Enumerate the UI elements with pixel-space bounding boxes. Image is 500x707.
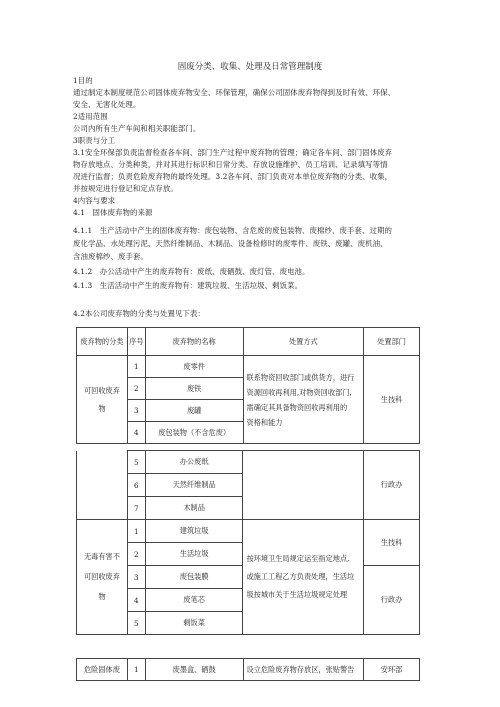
name-cell: 办公废纸: [145, 451, 243, 474]
index-cell: 3: [127, 566, 145, 589]
section-4-heading: 4内容与要求: [73, 196, 116, 205]
category-cell-empty: [77, 451, 128, 520]
category-cell: 危险固体废: [77, 659, 128, 681]
section-4-1-1-line: 4.1.1 生产活动中产生的固体废弃物：废包装物、含危废的废包装物、废棉纱、废手套、过期的: [73, 226, 392, 235]
name-cell: 剩饭菜: [145, 612, 243, 635]
index-cell: 4: [127, 589, 145, 612]
name-cell: 废铁: [145, 378, 243, 400]
name-cell: 建筑垃圾: [145, 520, 243, 543]
table-row: [77, 356, 420, 378]
method-cell: 设立危险废弃物存放区，张贴警告: [243, 659, 364, 681]
table-row: [77, 520, 420, 543]
index-cell: 5: [127, 451, 145, 474]
section-2-body: 公司内所有生产车间和相关职能部门。: [73, 124, 201, 133]
document-title: 固废分类、收集、处理及日常管理制度: [177, 62, 323, 72]
section-1-heading: 1目的: [73, 76, 93, 85]
name-cell: 废笔芯: [145, 589, 243, 612]
section-3-body-line: 3.1安全环保部负责监督检查各车间、部门生产过程中废弃物的管理；确定各车间、部门固体废弃: [73, 148, 393, 157]
index-cell: 7: [127, 497, 145, 520]
category-cell: 可回收废弃 物: [77, 356, 128, 444]
index-cell: 2: [127, 378, 145, 400]
index-cell: 1: [127, 520, 145, 543]
dept-cell: 行政办: [364, 566, 420, 635]
name-cell: 废包装膜: [145, 566, 243, 589]
index-cell: 5: [127, 612, 145, 635]
dept-cell: 行政办: [364, 451, 420, 520]
section-1-body-line: 通过制定本制度规范公司固体废弃物安全、环保管理，确保公司固体废弃物得到及时有效、环保、: [73, 88, 396, 97]
section-4-1-3: 4.1.3 生活活动中产生的废弃物有：建筑垃圾、生活垃圾、剩饭菜。: [73, 281, 303, 290]
index-cell: 4: [127, 422, 145, 444]
disposal-table-part-2: [76, 450, 420, 635]
table-row: [77, 659, 420, 681]
index-cell: 2: [127, 543, 145, 566]
dept-cell: 生技科: [364, 520, 420, 566]
disposal-table-part-3: [76, 658, 420, 681]
name-cell: 废墨盒、硒鼓: [145, 659, 243, 681]
header-category: 废弃物的分类: [77, 328, 128, 356]
disposal-table-part-1: [76, 327, 420, 444]
index-cell: 1: [127, 356, 145, 378]
section-2-heading: 2适用范围: [73, 112, 108, 121]
section-4-1-heading: 4.1 固体废弃物的来源: [73, 208, 153, 217]
section-4-2-heading: 4.2本公司废弃物的分类与处置见下表：: [73, 309, 205, 318]
section-3-body-line: 并按规定进行登记和定点存放。: [73, 184, 178, 193]
method-cell: 按环境卫生局规定运至指定地点, 或施工工程乙方负责处理，生活垃 圾按城市关于生活垃圾规定处理: [243, 520, 364, 635]
name-cell: 天然纤维制品: [145, 474, 243, 497]
section-3-body-line: 况进行监督；负责危险废弃物的最终处理。3.2各车间、部门负责对本单位废弃物的分类、收集，: [73, 172, 393, 181]
section-3-heading: 3职责与分工: [73, 136, 116, 145]
index-cell: 1: [127, 659, 145, 681]
header-index: 序号: [127, 328, 145, 356]
name-cell: 生活垃圾: [145, 543, 243, 566]
section-1-body-line: 安全、无害化处理。: [73, 100, 141, 109]
name-cell: 废零件: [145, 356, 243, 378]
section-3-body-line: 物存放地点、分类种类，并对其进行标识和日常分类、存放设施维护、员工培训、记录填写等情: [73, 160, 388, 169]
dept-cell: 安环部: [364, 659, 420, 681]
section-4-1-1-line: 含油废棉纱、废手套。: [73, 252, 148, 261]
name-cell: 废罐: [145, 400, 243, 422]
dept-cell: 生技科: [364, 356, 420, 444]
header-method: 处置方式: [243, 328, 364, 356]
method-cell-empty: [243, 451, 364, 520]
method-cell: 联系物资回收部门或供货方，进行 资源回收再利用,对物资回收部门, 需确定其具备物资回收再利用的 资格和能力: [243, 356, 364, 444]
category-cell: 无毒有害不 可回收废弃 物: [77, 520, 128, 635]
index-cell: 6: [127, 474, 145, 497]
name-cell: 废包装物（不含危废）: [145, 422, 243, 444]
header-dept: 处置部门: [364, 328, 420, 356]
section-4-1-1-line: 废化学品、水处理污泥、天然纤维制品、木制品、设备检修时的废零件、废铁、废罐、废机油、: [73, 239, 388, 248]
name-cell: 木制品: [145, 497, 243, 520]
table-row: [77, 451, 420, 474]
table-header-row: [77, 328, 420, 356]
header-name: 废弃物的名称: [145, 328, 243, 356]
index-cell: 3: [127, 400, 145, 422]
section-4-1-2: 4.1.2 办公活动中产生的废弃物有：废纸、废硒鼓、废灯管、废电池。: [73, 267, 310, 276]
